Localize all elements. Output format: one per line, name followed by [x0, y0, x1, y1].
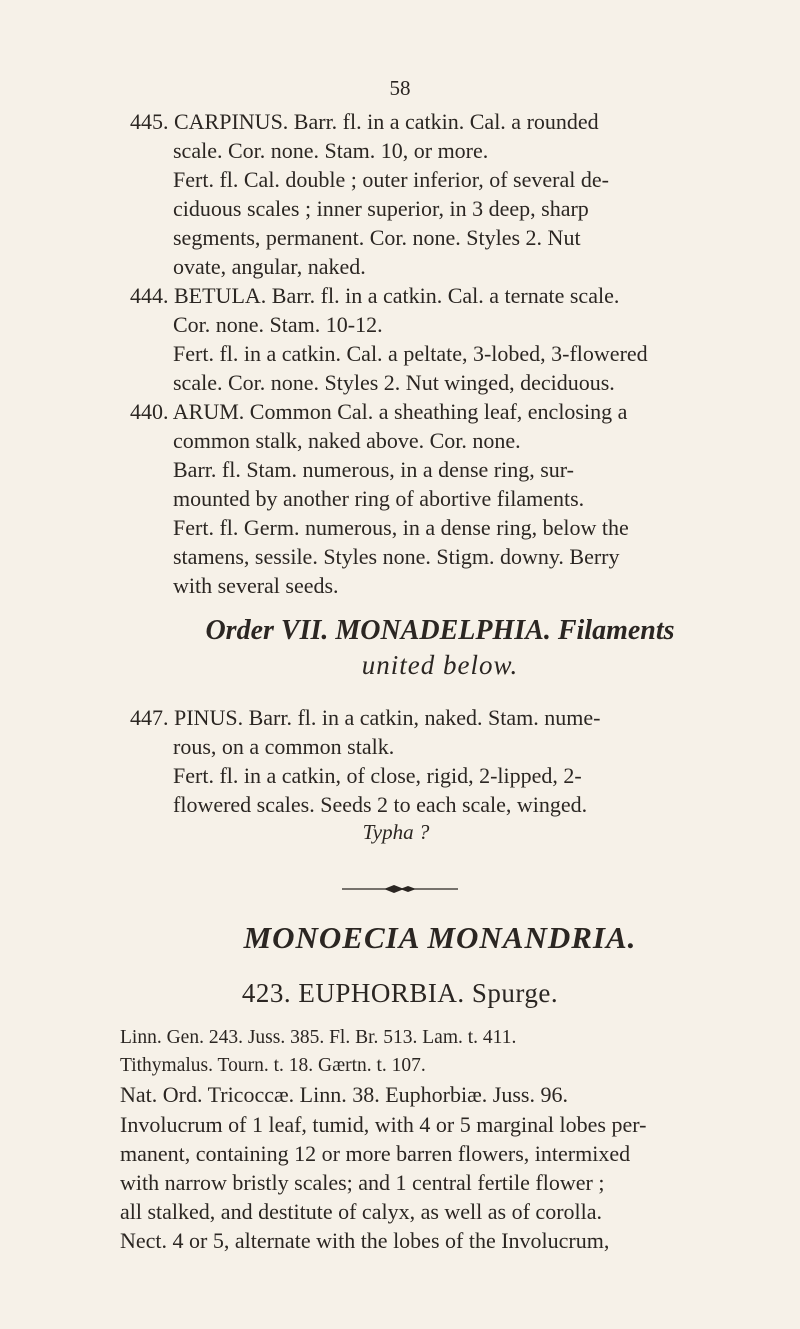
- entry-pinus: [130, 703, 762, 819]
- text-line: Nect. 4 or 5, alternate with the lobes of the Involucrum,: [120, 1228, 610, 1253]
- text-line: 447. PINUS. Barr. fl. in a catkin, naked. Stam. nume-: [130, 705, 601, 730]
- euphorbia-title: 423. EUPHORBIA. Spurge.: [241, 978, 559, 1008]
- entry-carpinus: [130, 107, 762, 281]
- text-line: Fert. fl. in a catkin. Cal. a peltate, 3-lobed, 3-flowered: [173, 341, 648, 366]
- text-line: stamens, sessile. Styles none. Stigm. downy. Berry: [173, 544, 620, 569]
- text-line: flowered scales. Seeds 2 to each scale, winged.: [173, 792, 588, 817]
- typha-text: Typha ?: [362, 820, 430, 844]
- text-line: Involucrum of 1 leaf, tumid, with 4 or 5 marginal lobes per-: [120, 1112, 647, 1137]
- order-heading-line2: united below.: [361, 650, 519, 680]
- text-line: common stalk, naked above. Cor. none.: [173, 428, 521, 453]
- text-line: mounted by another ring of abortive filaments.: [173, 486, 585, 511]
- text-line: 440. ARUM. Common Cal. a sheathing leaf, enclosing a: [130, 399, 628, 424]
- text-line: with several seeds.: [173, 573, 339, 598]
- page-number: 58: [389, 76, 411, 100]
- text-line: Fert. fl. in a catkin, of close, rigid, 2-lipped, 2-: [173, 763, 582, 788]
- text-line: rous, on a common stalk.: [173, 734, 395, 759]
- typha-note: [0, 820, 800, 845]
- ornament-rule-icon: [340, 882, 460, 896]
- text-line: 444. BETULA. Barr. fl. in a catkin. Cal. a ternate scale.: [130, 283, 620, 308]
- text-line: Fert. fl. Germ. numerous, in a dense ring, below the: [173, 515, 629, 540]
- entry-betula: [130, 281, 762, 397]
- text-line: segments, permanent. Cor. none. Styles 2. Nut: [173, 225, 581, 250]
- class-heading: MONOECIA MONANDRIA.: [243, 920, 637, 955]
- text-line: Linn. Gen. 243. Juss. 385. Fl. Br. 513. Lam. t. 411.: [120, 1027, 517, 1048]
- text-line: scale. Cor. none. Stam. 10, or more.: [173, 138, 489, 163]
- entry-arum: [130, 397, 762, 600]
- text-line: ciduous scales ; inner superior, in 3 deep, sharp: [173, 196, 589, 221]
- text-line: manent, containing 12 or more barren flowers, intermixed: [120, 1141, 631, 1166]
- text-line: ovate, angular, naked.: [173, 254, 366, 279]
- text-line: Tithymalus. Tourn. t. 18. Gærtn. t. 107.: [120, 1055, 426, 1076]
- text-line: all stalked, and destitute of calyx, as well as of corolla.: [120, 1199, 603, 1224]
- entry-euphorbia: [120, 1024, 770, 1255]
- text-line: with narrow bristly scales; and 1 central fertile flower ;: [120, 1170, 605, 1195]
- text-line: Cor. none. Stam. 10-12.: [173, 312, 383, 337]
- text-line: Fert. fl. Cal. double ; outer inferior, of several de-: [173, 167, 609, 192]
- text-line: Nat. Ord. Tricoccæ. Linn. 38. Euphorbiæ. Juss. 96.: [120, 1082, 568, 1107]
- text-line: Barr. fl. Stam. numerous, in a dense ring, sur-: [173, 457, 574, 482]
- text-line: scale. Cor. none. Styles 2. Nut winged, deciduous.: [173, 370, 615, 395]
- order-heading-line1: Order VII. MONADELPHIA. Filaments: [205, 615, 675, 646]
- text-line: 445. CARPINUS. Barr. fl. in a catkin. Cal. a rounded: [130, 109, 599, 134]
